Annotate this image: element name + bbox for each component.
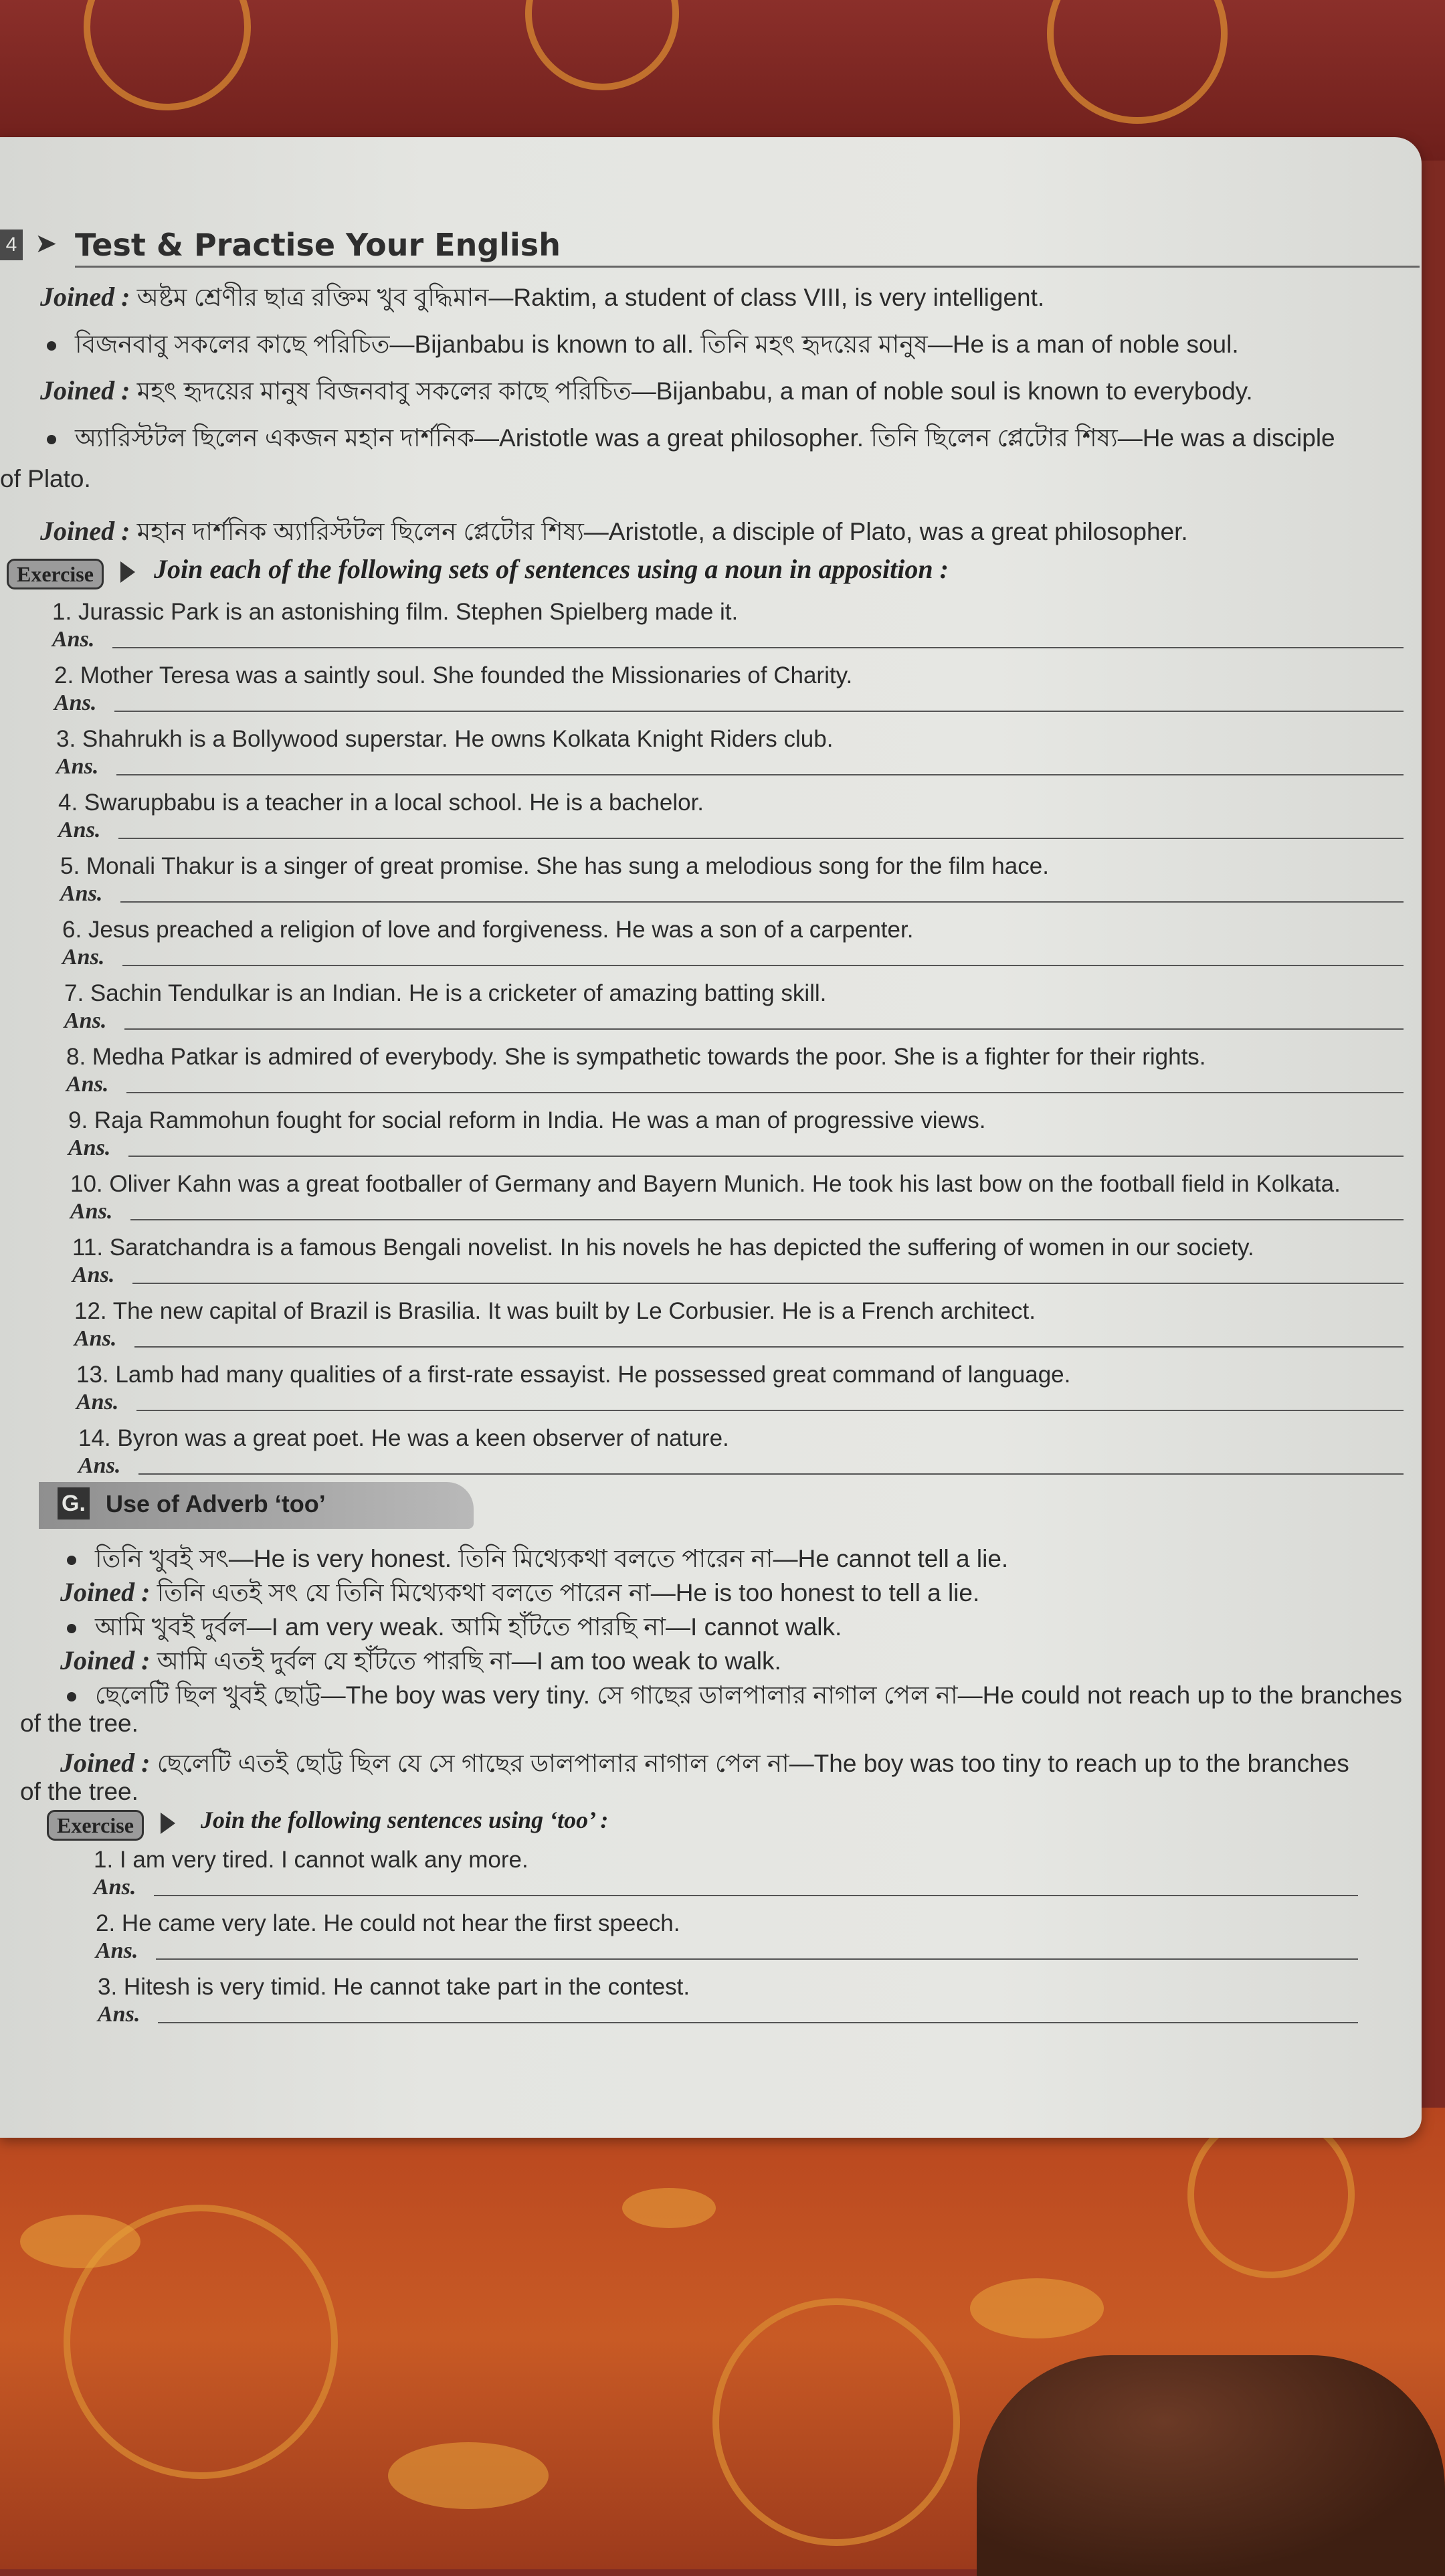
- joined-label: Joined :: [60, 1577, 151, 1607]
- joined-label: Joined :: [60, 1748, 151, 1778]
- answer-label: Ans.: [78, 1453, 121, 1478]
- answer-row[interactable]: [52, 627, 1404, 654]
- bullet-icon: [47, 341, 56, 351]
- exercise-question: 2. Mother Teresa was a saintly soul. She founded the Missionaries of Charity.: [54, 662, 853, 688]
- answer-row[interactable]: [64, 1008, 1416, 1035]
- answer-blank-line[interactable]: [130, 1219, 1404, 1220]
- answer-label: Ans.: [56, 754, 99, 779]
- answer-row[interactable]: [72, 1263, 1424, 1289]
- bullet-icon: [67, 1556, 76, 1565]
- line-text: মহৎ হৃদয়ের মানুষ বিজনবাবু সকলের কাছে পরিচিত—Bijanbabu, a man of noble soul is known to everybody.: [136, 377, 1253, 405]
- answer-blank-line[interactable]: [122, 965, 1404, 966]
- answer-label: Ans.: [54, 691, 97, 715]
- answer-row[interactable]: [94, 1875, 1358, 1902]
- line-text: of Plato.: [0, 465, 91, 492]
- text-line: [67, 1675, 1402, 1718]
- exercise-arrow-icon: [120, 561, 135, 583]
- joined-label: Joined :: [40, 375, 130, 405]
- exercise-badge: Exercise: [7, 559, 104, 589]
- answer-blank-line[interactable]: [158, 2022, 1358, 2023]
- exercise-question: 13. Lamb had many qualities of a first-rate essayist. He possessed great command of language.: [76, 1362, 1071, 1388]
- page-title: Test & Practise Your English: [75, 227, 561, 263]
- exercise-arrow-icon-2: [161, 1813, 175, 1834]
- answer-label: Ans.: [68, 1135, 111, 1160]
- text-line: [40, 512, 1188, 554]
- answer-row[interactable]: [62, 945, 1414, 972]
- exercise-question: 10. Oliver Kahn was a great footballer of Germany and Bayern Munich. He took his last bow on the football field in Kolkata.: [70, 1171, 1341, 1197]
- exercise-question: 2. He came very late. He could not hear the first speech.: [96, 1910, 680, 1936]
- exercise-instruction-2: Join the following sentences using ‘too’ :: [201, 1807, 609, 1833]
- page-number: 4: [0, 229, 23, 260]
- line-text: তিনি খুবই সৎ—He is very honest. তিনি মিথ্যেকথা বলতে পারেন না—He cannot tell a lie.: [95, 1545, 1009, 1572]
- answer-label: Ans.: [60, 881, 103, 906]
- answer-label: Ans.: [52, 627, 95, 652]
- answer-blank-line[interactable]: [114, 711, 1404, 712]
- line-text: তিনি এতই সৎ যে তিনি মিথ্যেকথা বলতে পারেন না—He is too honest to tell a lie.: [157, 1579, 980, 1606]
- answer-row[interactable]: [68, 1135, 1420, 1162]
- joined-label: Joined :: [40, 282, 130, 312]
- section-letter: G.: [58, 1487, 90, 1520]
- answer-blank-line[interactable]: [134, 1346, 1404, 1348]
- answer-label: Ans.: [74, 1326, 117, 1351]
- exercise-question: 5. Monali Thakur is a singer of great promise. She has sung a melodious song for the film hace.: [60, 853, 1049, 879]
- exercise-question: 6. Jesus preached a religion of love and forgiveness. He was a son of a carpenter.: [62, 917, 914, 943]
- answer-label: Ans.: [70, 1199, 113, 1224]
- answer-blank-line[interactable]: [128, 1156, 1404, 1157]
- section-g-banner: [39, 1482, 474, 1529]
- answer-row[interactable]: [98, 2002, 1362, 2029]
- header-rule: [75, 266, 1420, 268]
- exercise-question: 12. The new capital of Brazil is Brasilia. It was built by Le Corbusier. He is a French architect.: [74, 1298, 1036, 1324]
- answer-blank-line[interactable]: [132, 1283, 1404, 1284]
- text-line: [40, 278, 1044, 320]
- joined-label: Joined :: [60, 1645, 151, 1675]
- bullet-icon: [67, 1692, 76, 1701]
- answer-row[interactable]: [70, 1199, 1422, 1226]
- answer-label: Ans.: [94, 1875, 136, 1900]
- answer-row[interactable]: [74, 1326, 1426, 1353]
- finger-thumb: [977, 2355, 1445, 2576]
- exercise-question: 14. Byron was a great poet. He was a keen observer of nature.: [78, 1425, 729, 1451]
- text-line: [47, 325, 1239, 367]
- answer-label: Ans.: [96, 1938, 138, 1963]
- bullet-icon: [67, 1624, 76, 1633]
- answer-label: Ans.: [98, 2002, 140, 2027]
- line-text: অ্যারিস্টটল ছিলেন একজন মহান দার্শনিক—Aristotle was a great philosopher. তিনি ছিলেন প্লেটোর শিষ্য—He was a disciple: [75, 424, 1335, 452]
- exercise-question: 9. Raja Rammohun fought for social reform in India. He was a man of progressive views.: [68, 1107, 986, 1133]
- text-line: [47, 418, 1335, 460]
- exercise-badge-2: Exercise: [47, 1810, 144, 1841]
- answer-blank-line[interactable]: [138, 1473, 1404, 1475]
- line-text: of the tree.: [20, 1778, 138, 1805]
- exercise-question: 11. Saratchandra is a famous Bengali novelist. In his novels he has depicted the suffering of women in our society.: [72, 1234, 1254, 1261]
- answer-blank-line[interactable]: [112, 647, 1404, 648]
- exercise-question: 7. Sachin Tendulkar is an Indian. He is a cricketer of amazing batting skill.: [64, 980, 827, 1006]
- line-text: আমি এতই দুর্বল যে হাঁটতে পারছি না—I am too weak to walk.: [157, 1647, 781, 1675]
- answer-blank-line[interactable]: [116, 774, 1404, 775]
- answer-row[interactable]: [76, 1390, 1428, 1416]
- answer-blank-line[interactable]: [156, 1958, 1358, 1960]
- line-text: মহান দার্শনিক অ্যারিস্টটল ছিলেন প্লেটোর শিষ্য—Aristotle, a disciple of Plato, was a great philosopher.: [136, 518, 1188, 545]
- exercise-question: 8. Medha Patkar is admired of everybody. She is sympathetic towards the poor. She is a fighter for their rights.: [66, 1044, 1206, 1070]
- exercise-question: 4. Swarupbabu is a teacher in a local school. He is a bachelor.: [58, 790, 704, 816]
- line-text: আমি খুবই দুর্বল—I am very weak. আমি হাঁটতে পারছি না—I cannot walk.: [95, 1613, 842, 1641]
- answer-label: Ans.: [58, 818, 101, 842]
- answer-row[interactable]: [78, 1453, 1430, 1480]
- answer-row[interactable]: [96, 1938, 1360, 1965]
- line-text: ছেলেটি ছিল খুবই ছোট্ট—The boy was very tiny. সে গাছের ডালপালার নাগাল পেল না—He could not reach up to the branches: [95, 1681, 1403, 1709]
- header-arrow-icon: ➤: [35, 228, 58, 259]
- section-title: Use of Adverb ‘too’: [106, 1490, 326, 1517]
- answer-label: Ans.: [62, 945, 105, 970]
- answer-row[interactable]: [54, 691, 1406, 717]
- exercise-question: 3. Hitesh is very timid. He cannot take part in the contest.: [98, 1974, 690, 2000]
- answer-row[interactable]: [58, 818, 1410, 844]
- exercise-question: 1. I am very tired. I cannot walk any more.: [94, 1847, 528, 1873]
- joined-label: Joined :: [40, 516, 130, 546]
- answer-row[interactable]: [66, 1072, 1418, 1099]
- answer-row[interactable]: [60, 881, 1412, 908]
- bullet-icon: [47, 435, 56, 444]
- answer-blank-line[interactable]: [136, 1410, 1404, 1411]
- exercise-question: 1. Jurassic Park is an astonishing film. Stephen Spielberg made it.: [52, 599, 739, 625]
- page-header: [0, 224, 1422, 271]
- line-text: বিজনবাবু সকলের কাছে পরিচিত—Bijanbabu is known to all. তিনি মহৎ হৃদয়ের মানুষ—He is a man of noble soul.: [75, 331, 1239, 358]
- line-text: ছেলেটি এতই ছোট্ট ছিল যে সে গাছের ডালপালার নাগাল পেল না—The boy was too tiny to reach up to the branches: [157, 1750, 1349, 1777]
- text-line: [0, 465, 91, 493]
- line-text: অষ্টম শ্রেণীর ছাত্র রক্তিম খুব বুদ্ধিমান—Raktim, a student of class VIII, is very intelligent.: [136, 284, 1045, 311]
- text-line: [20, 1778, 138, 1806]
- line-text: of the tree.: [20, 1710, 138, 1737]
- book-page: [0, 137, 1422, 2138]
- answer-row[interactable]: [56, 754, 1408, 781]
- text-line: [60, 1744, 1349, 1786]
- answer-label: Ans.: [64, 1008, 107, 1033]
- exercise-instruction: Join each of the following sets of sentences using a noun in apposition :: [154, 554, 949, 584]
- text-line: [20, 1710, 138, 1738]
- exercise-question: 3. Shahrukh is a Bollywood superstar. He owns Kolkata Knight Riders club.: [56, 726, 834, 752]
- answer-label: Ans.: [66, 1072, 109, 1097]
- answer-blank-line[interactable]: [154, 1895, 1358, 1896]
- answer-blank-line[interactable]: [118, 838, 1404, 839]
- answer-blank-line[interactable]: [120, 901, 1404, 903]
- answer-blank-line[interactable]: [126, 1092, 1404, 1093]
- answer-blank-line[interactable]: [124, 1028, 1404, 1030]
- text-line: [40, 371, 1253, 413]
- answer-label: Ans.: [72, 1263, 115, 1287]
- answer-label: Ans.: [76, 1390, 119, 1414]
